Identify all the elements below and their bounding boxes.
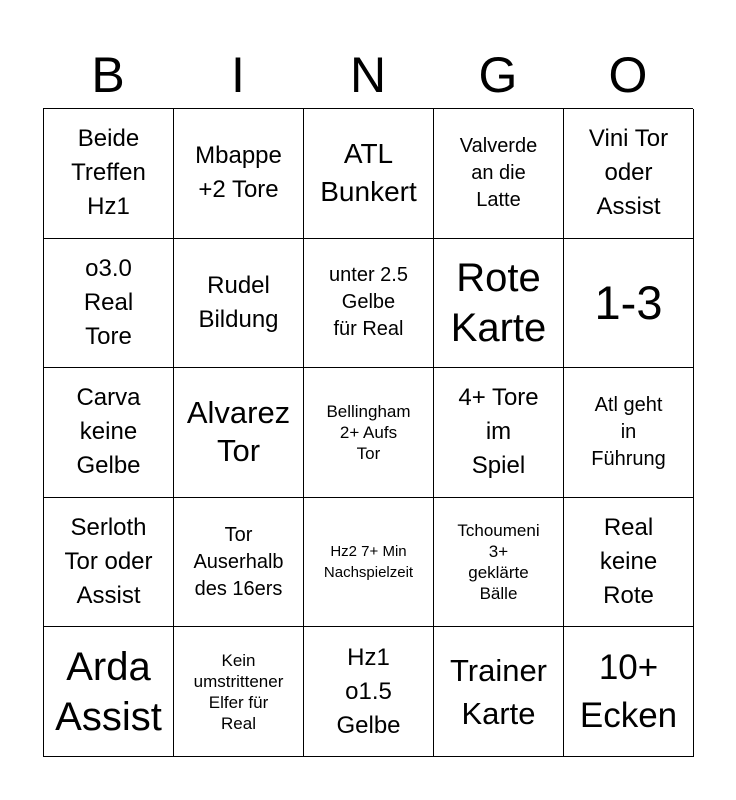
- bingo-cell[interactable]: Rote Karte: [434, 239, 564, 369]
- bingo-cell[interactable]: Trainer Karte: [434, 627, 564, 757]
- bingo-cell[interactable]: Tchoumeni 3+ geklärte Bälle: [434, 498, 564, 628]
- header-letter-o: O: [608, 47, 648, 103]
- bingo-cell[interactable]: Alvarez Tor: [174, 368, 304, 498]
- bingo-cell[interactable]: Kein umstrittener Elfer für Real: [174, 627, 304, 757]
- bingo-cell[interactable]: ATL Bunkert: [304, 109, 434, 239]
- bingo-board: [43, 108, 693, 757]
- bingo-cell[interactable]: 4+ Tore im Spiel: [434, 368, 564, 498]
- header-letter-i: I: [231, 47, 245, 103]
- bingo-cell[interactable]: Carva keine Gelbe: [44, 368, 174, 498]
- bingo-cell[interactable]: Atl geht in Führung: [564, 368, 694, 498]
- bingo-cell[interactable]: Valverde an die Latte: [434, 109, 564, 239]
- bingo-cell[interactable]: o3.0 Real Tore: [44, 239, 174, 369]
- header-letter-n: N: [349, 47, 387, 103]
- bingo-cell[interactable]: Serloth Tor oder Assist: [44, 498, 174, 628]
- bingo-cell[interactable]: Beide Treffen Hz1: [44, 109, 174, 239]
- header-letter-b: B: [91, 47, 125, 103]
- bingo-header: [43, 42, 693, 108]
- bingo-cell[interactable]: Vini Tor oder Assist: [564, 109, 694, 239]
- bingo-cell[interactable]: 10+ Ecken: [564, 627, 694, 757]
- bingo-cell[interactable]: Real keine Rote: [564, 498, 694, 628]
- header-letter-g: G: [478, 47, 518, 103]
- bingo-cell[interactable]: Hz2 7+ Min Nachspielzeit: [304, 498, 434, 628]
- bingo-cell[interactable]: Hz1 o1.5 Gelbe: [304, 627, 434, 757]
- bingo-cell[interactable]: Rudel Bildung: [174, 239, 304, 369]
- bingo-cell[interactable]: Tor Auserhalb des 16ers: [174, 498, 304, 628]
- bingo-cell[interactable]: unter 2.5 Gelbe für Real: [304, 239, 434, 369]
- bingo-cell[interactable]: 1-3: [564, 239, 694, 369]
- bingo-cell[interactable]: Arda Assist: [44, 627, 174, 757]
- bingo-cell[interactable]: Mbappe +2 Tore: [174, 109, 304, 239]
- bingo-cell[interactable]: Bellingham 2+ Aufs Tor: [304, 368, 434, 498]
